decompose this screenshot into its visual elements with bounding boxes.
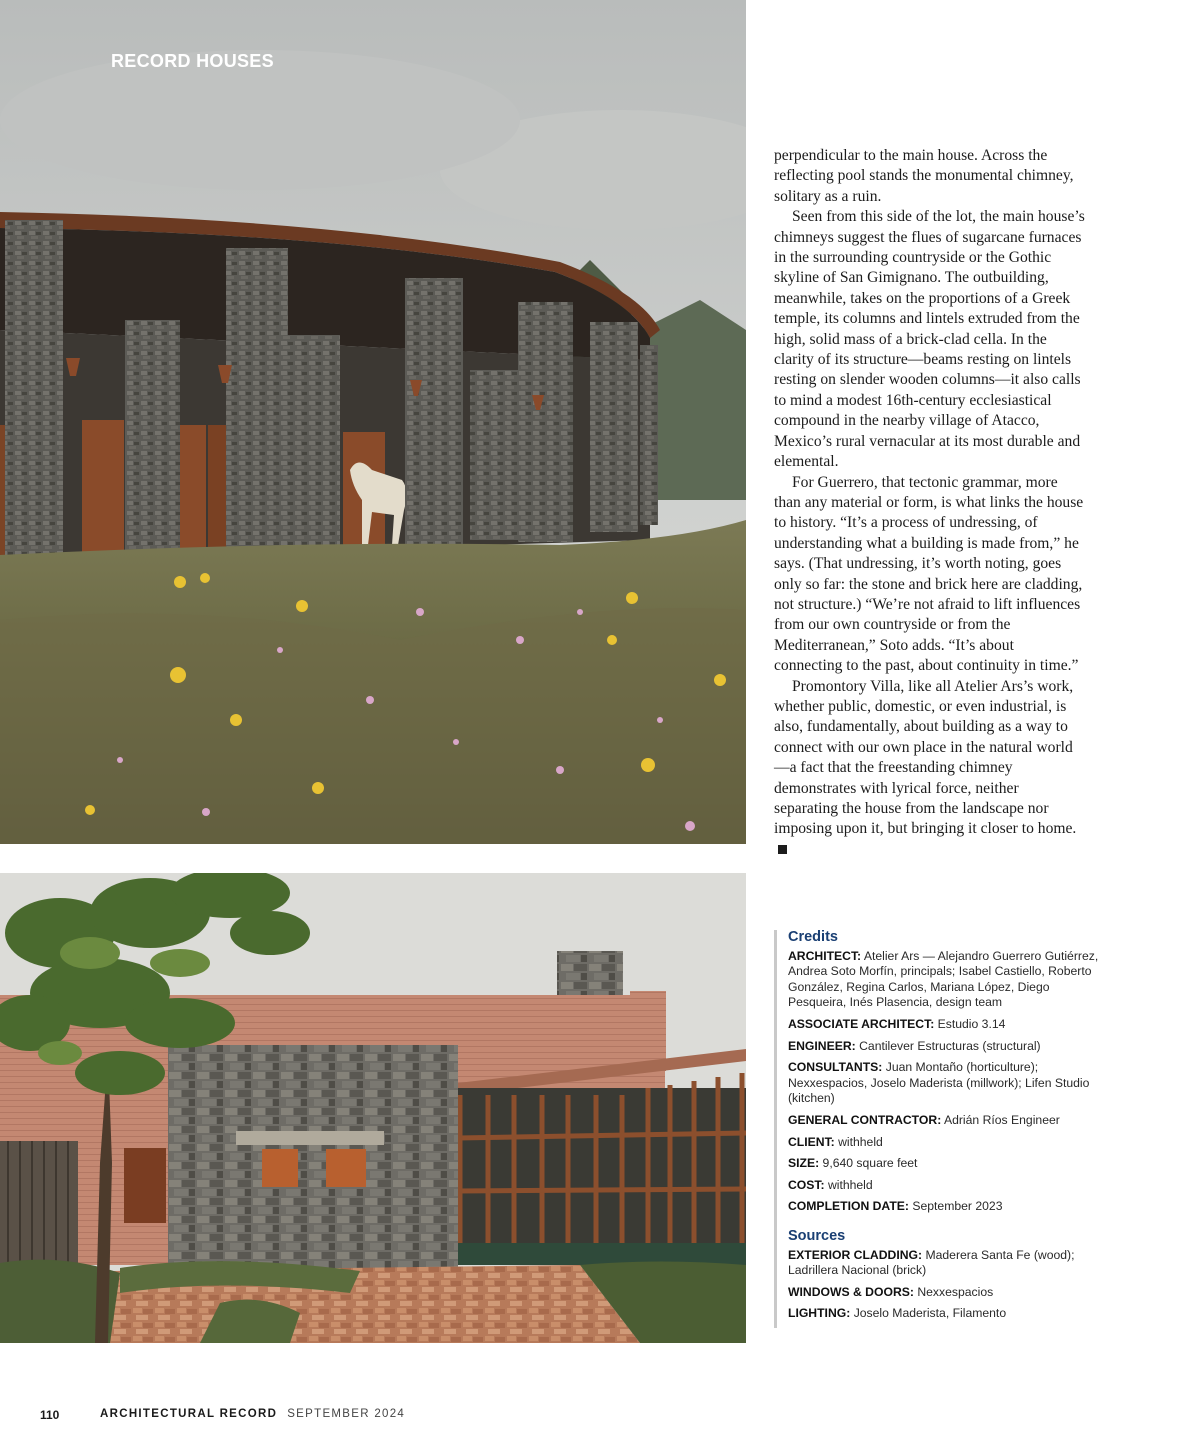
page-number: 110 xyxy=(40,1408,60,1422)
credit-value: withheld xyxy=(827,1177,873,1192)
source-value: Maderera Santa Fe (wood); Ladrillera Nacional (brick) xyxy=(788,1247,1075,1278)
article-paragraph: Seen from this side of the lot, the main house’s chimneys suggest the flues of sugarcane furnaces in the surrounding countryside or the Gothic skyline of San Gimignano. The outbuilding, meanwhile, takes on the proportions of a Greek temple, its columns and lintels extruded from the high, solid mass of a brick-clad cella. In the clarity of its structure—beams resting on lintels resting on slender wooden columns—it also calls to mind a modest 16th-century ecclesiastical compound in the nearby village of Atacco, Mexico’s rural vernacular at its most durable and elemental. xyxy=(774,208,1085,471)
magazine-name: ARCHITECTURAL RECORD xyxy=(100,1408,278,1420)
running-footer xyxy=(100,1408,405,1420)
credit-value: Atelier Ars — Alejandro Guerrero Gutiérrez, Andrea Soto Morfín, principals; Isabel Castiello, Roberto González, Regina Carlos, Mariana López, Diego Pesqueira, Inés Plasencia, design team xyxy=(788,948,1099,1010)
credit-label: ENGINEER: xyxy=(788,1038,856,1053)
article-paragraph: For Guerrero, that tectonic grammar, more than any material or form, is what links the house to history. “It’s a process of undressing, of understanding what a building is made from,” he says. (That undressing, it’s worth noting, goes only so far: the stone and brick here are cladding, not structure.) “We’re not afraid to lift influences from our own countryside or from the Mediterranean,” Soto adds. “It’s about connecting to the past, about continuity in time.” xyxy=(774,473,1084,675)
sources-heading: Sources xyxy=(788,1227,846,1244)
stable-colonnade-photo xyxy=(0,0,746,844)
article-paragraph-final xyxy=(774,677,1086,861)
credit-value: September 2023 xyxy=(912,1199,1003,1214)
credit-label: GENERAL CONTRACTOR: xyxy=(788,1112,942,1127)
credit-item xyxy=(788,1178,1100,1194)
source-item xyxy=(788,1285,1100,1301)
credit-label: COMPLETION DATE: xyxy=(788,1199,909,1214)
credits-sidebar xyxy=(774,930,1100,1328)
article-paragraph: perpendicular to the main house. Across the reflecting pool stands the monumental chimney, solitary as a ruin. xyxy=(774,147,1074,205)
end-of-article-mark xyxy=(778,845,787,854)
credit-label: COST: xyxy=(788,1177,825,1192)
credit-item xyxy=(788,1017,1100,1033)
source-label: WINDOWS & DOORS: xyxy=(788,1284,914,1299)
source-item xyxy=(788,1248,1100,1279)
credit-item xyxy=(788,1039,1100,1055)
issue-date: SEPTEMBER 2024 xyxy=(287,1408,406,1420)
credit-label: SIZE: xyxy=(788,1156,820,1171)
credit-value: withheld xyxy=(838,1134,883,1149)
credit-label: ARCHITECT: xyxy=(788,948,862,963)
source-item xyxy=(788,1306,1100,1322)
credit-item xyxy=(788,1060,1100,1107)
credit-label: CLIENT: xyxy=(788,1134,835,1149)
credit-item xyxy=(788,949,1100,1011)
credit-label: CONSULTANTS: xyxy=(788,1060,883,1075)
credit-item xyxy=(788,1156,1100,1172)
credit-item xyxy=(788,1199,1100,1215)
source-value: Joselo Maderista, Filamento xyxy=(853,1306,1007,1321)
article-body xyxy=(774,146,1086,860)
credit-value: Cantilever Estructuras (structural) xyxy=(859,1038,1041,1053)
credit-label: ASSOCIATE ARCHITECT: xyxy=(788,1016,935,1031)
credit-value: Adrián Ríos Engineer xyxy=(943,1112,1060,1127)
credit-item xyxy=(788,1113,1100,1129)
credit-item xyxy=(788,1135,1100,1151)
credit-value: Juan Montaño (horticulture); Nexxespacios, Joselo Maderista (millwork); Lifen Studio (kitchen) xyxy=(788,1060,1090,1106)
section-label: RECORD HOUSES xyxy=(111,51,274,71)
article-paragraph-text: Promontory Villa, like all Atelier Ars’s work, whether public, domestic, or even industrial, is also, fundamentally, about building as a way to connect with our own place in the natural world—a fact that the freestanding chimney demonstrates with lyrical force, neither separating the house from the landscape nor imposing upon it, but bringing it closer to home. xyxy=(774,677,1077,838)
source-value: Nexxespacios xyxy=(917,1284,994,1299)
credit-value: Estudio 3.14 xyxy=(937,1016,1006,1031)
credits-heading: Credits xyxy=(788,929,838,945)
credit-value: 9,640 square feet xyxy=(822,1156,918,1171)
source-label: EXTERIOR CLADDING: xyxy=(788,1247,923,1262)
house-courtyard-photo xyxy=(0,873,746,1343)
source-label: LIGHTING: xyxy=(788,1306,851,1321)
